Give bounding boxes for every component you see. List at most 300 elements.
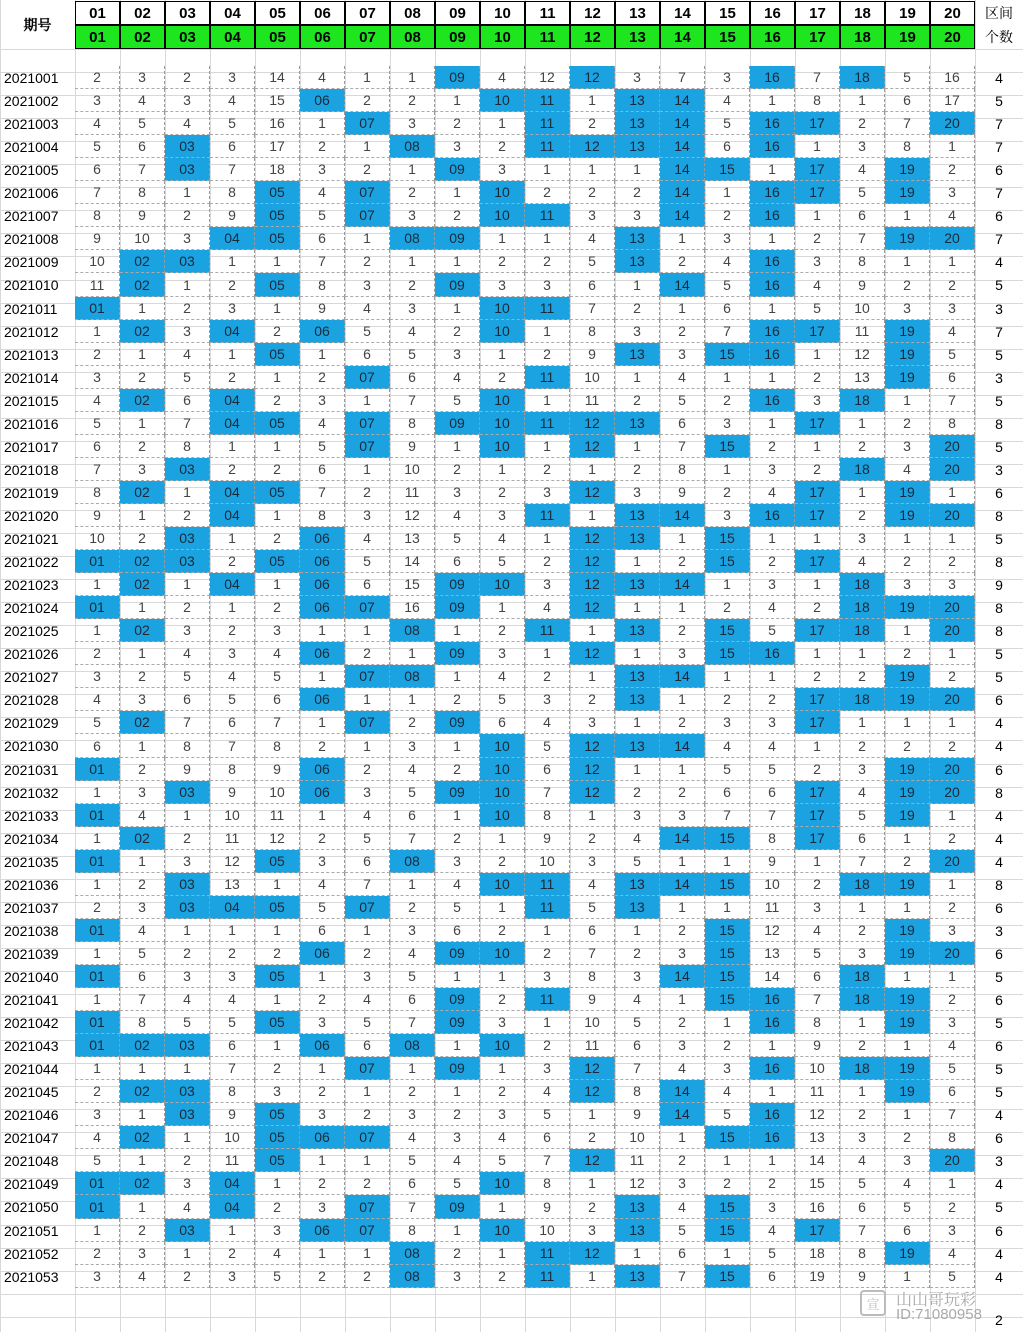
miss-cell: 1 xyxy=(750,665,795,688)
period-header: 期号 xyxy=(23,17,52,33)
hit-cell: 09 xyxy=(435,227,480,250)
miss-cell: 2 xyxy=(885,273,930,297)
miss-cell: 2 xyxy=(750,550,795,573)
miss-cell: 1 xyxy=(705,573,750,596)
miss-cell: 4 xyxy=(525,1080,570,1103)
hit-cell: 10 xyxy=(480,204,525,227)
miss-cell: 7 xyxy=(660,1265,705,1288)
miss-cell: 1 xyxy=(795,527,840,550)
hit-cell: 05 xyxy=(255,1011,300,1034)
number-header-green: 02 xyxy=(120,25,165,49)
hit-cell: 05 xyxy=(255,273,300,297)
miss-cell: 1 xyxy=(930,481,975,504)
period-cell: 2021021 xyxy=(4,530,59,547)
miss-cell: 1 xyxy=(660,596,705,619)
hit-cell: 06 xyxy=(300,596,345,619)
miss-cell: 2 xyxy=(165,1265,210,1288)
miss-cell: 1 xyxy=(165,273,210,297)
miss-cell: 7 xyxy=(570,942,615,965)
hit-cell: 10 xyxy=(480,758,525,781)
miss-cell: 1 xyxy=(615,158,660,181)
miss-cell: 1 xyxy=(705,181,750,204)
miss-cell: 7 xyxy=(345,873,390,896)
hit-cell: 07 xyxy=(345,1219,390,1242)
hit-cell: 12 xyxy=(570,642,615,665)
miss-cell: 11 xyxy=(750,896,795,919)
hit-cell: 04 xyxy=(210,227,255,250)
number-header: 15 xyxy=(705,1,750,25)
miss-cell: 1 xyxy=(255,435,300,458)
miss-cell: 4 xyxy=(480,1126,525,1149)
miss-cell: 1 xyxy=(120,1195,165,1219)
hit-cell: 10 xyxy=(480,181,525,204)
miss-cell: 2 xyxy=(615,458,660,481)
count-cell: 6 xyxy=(995,207,1003,224)
miss-cell: 5 xyxy=(75,1149,120,1172)
miss-cell: 1 xyxy=(840,481,885,504)
miss-cell: 1 xyxy=(930,711,975,734)
hit-cell: 17 xyxy=(795,781,840,804)
period-cell: 2021040 xyxy=(4,968,59,985)
count-cell: 6 xyxy=(995,1129,1003,1146)
hit-cell: 03 xyxy=(165,158,210,181)
miss-cell: 5 xyxy=(795,297,840,320)
miss-cell: 1 xyxy=(660,988,705,1011)
hit-cell: 15 xyxy=(705,550,750,573)
miss-cell: 4 xyxy=(210,89,255,112)
miss-cell: 3 xyxy=(345,781,390,804)
miss-cell: 3 xyxy=(480,273,525,297)
miss-cell: 6 xyxy=(300,919,345,942)
miss-cell: 4 xyxy=(120,804,165,827)
miss-cell: 1 xyxy=(300,1057,345,1080)
miss-cell: 1 xyxy=(930,965,975,988)
hit-cell: 18 xyxy=(840,873,885,896)
hit-cell: 20 xyxy=(930,227,975,250)
hit-cell: 15 xyxy=(705,1219,750,1242)
hit-cell: 14 xyxy=(660,112,705,135)
miss-cell: 1 xyxy=(345,1242,390,1265)
miss-cell: 1 xyxy=(165,919,210,942)
miss-cell: 1 xyxy=(345,688,390,711)
count-cell: 9 xyxy=(995,576,1003,593)
hit-cell: 03 xyxy=(165,527,210,550)
miss-cell: 1 xyxy=(480,596,525,619)
number-header: 05 xyxy=(255,1,300,25)
miss-cell: 4 xyxy=(705,734,750,758)
hit-cell: 03 xyxy=(165,1080,210,1103)
miss-cell: 6 xyxy=(345,850,390,873)
miss-cell: 4 xyxy=(930,320,975,343)
miss-cell: 1 xyxy=(570,1103,615,1126)
miss-cell: 3 xyxy=(885,573,930,596)
hit-cell: 12 xyxy=(570,66,615,89)
period-cell: 2021012 xyxy=(4,323,59,340)
hit-cell: 09 xyxy=(435,1195,480,1219)
miss-cell: 1 xyxy=(435,734,480,758)
miss-cell: 6 xyxy=(165,389,210,412)
miss-cell: 1 xyxy=(615,1242,660,1265)
hit-cell: 10 xyxy=(480,734,525,758)
miss-cell: 4 xyxy=(300,873,345,896)
miss-cell: 17 xyxy=(930,89,975,112)
miss-cell: 1 xyxy=(840,412,885,435)
miss-cell: 2 xyxy=(660,711,705,734)
miss-cell: 2 xyxy=(840,435,885,458)
miss-cell: 3 xyxy=(525,573,570,596)
miss-cell: 2 xyxy=(480,850,525,873)
hit-cell: 10 xyxy=(480,1172,525,1195)
miss-cell: 6 xyxy=(210,711,255,734)
miss-cell: 1 xyxy=(120,1057,165,1080)
miss-cell: 1 xyxy=(75,988,120,1011)
count-cell: 6 xyxy=(995,1222,1003,1239)
hit-cell: 02 xyxy=(120,1172,165,1195)
miss-cell: 1 xyxy=(750,1149,795,1172)
miss-cell: 4 xyxy=(390,942,435,965)
miss-cell: 6 xyxy=(75,734,120,758)
count-cell: 5 xyxy=(995,1083,1003,1100)
miss-cell: 2 xyxy=(570,1195,615,1219)
hit-cell: 04 xyxy=(210,389,255,412)
miss-cell: 1 xyxy=(840,711,885,734)
hit-cell: 18 xyxy=(840,389,885,412)
hit-cell: 14 xyxy=(660,873,705,896)
hit-cell: 16 xyxy=(750,343,795,366)
miss-cell: 6 xyxy=(705,781,750,804)
miss-cell: 2 xyxy=(525,458,570,481)
miss-cell: 8 xyxy=(525,1172,570,1195)
hit-cell: 14 xyxy=(660,158,705,181)
hit-cell: 16 xyxy=(750,1126,795,1149)
miss-cell: 6 xyxy=(525,1126,570,1149)
hit-cell: 08 xyxy=(390,850,435,873)
count-cell: 6 xyxy=(995,1037,1003,1054)
miss-cell: 3 xyxy=(210,965,255,988)
miss-cell: 3 xyxy=(75,1265,120,1288)
miss-cell: 3 xyxy=(480,504,525,527)
miss-cell: 1 xyxy=(120,734,165,758)
miss-cell: 2 xyxy=(255,1057,300,1080)
miss-cell: 3 xyxy=(660,804,705,827)
miss-cell: 1 xyxy=(435,619,480,642)
corner-value: 2 xyxy=(995,1312,1003,1328)
period-cell: 2021048 xyxy=(4,1152,59,1169)
miss-cell: 6 xyxy=(255,688,300,711)
hit-cell: 09 xyxy=(435,573,480,596)
miss-cell: 2 xyxy=(840,1034,885,1057)
hit-cell: 12 xyxy=(570,412,615,435)
miss-cell: 2 xyxy=(390,1080,435,1103)
miss-cell: 3 xyxy=(750,573,795,596)
hit-cell: 09 xyxy=(435,273,480,297)
miss-cell: 2 xyxy=(165,66,210,89)
miss-cell: 8 xyxy=(390,1219,435,1242)
period-cell: 2021044 xyxy=(4,1060,59,1077)
miss-cell: 1 xyxy=(795,435,840,458)
hit-cell: 17 xyxy=(795,550,840,573)
hit-cell: 07 xyxy=(345,596,390,619)
miss-cell: 5 xyxy=(705,1103,750,1126)
miss-cell: 6 xyxy=(840,1195,885,1219)
miss-cell: 2 xyxy=(660,919,705,942)
hit-cell: 12 xyxy=(570,135,615,158)
hit-cell: 17 xyxy=(795,412,840,435)
hit-cell: 11 xyxy=(525,619,570,642)
miss-cell: 1 xyxy=(210,250,255,273)
miss-cell: 1 xyxy=(165,1057,210,1080)
miss-cell: 5 xyxy=(480,1149,525,1172)
miss-cell: 1 xyxy=(435,1219,480,1242)
number-header-green: 17 xyxy=(795,25,840,49)
miss-cell: 1 xyxy=(615,550,660,573)
miss-cell: 1 xyxy=(885,965,930,988)
miss-cell: 5 xyxy=(75,135,120,158)
miss-cell: 3 xyxy=(660,642,705,665)
miss-cell: 2 xyxy=(930,665,975,688)
hit-cell: 02 xyxy=(120,389,165,412)
miss-cell: 3 xyxy=(120,458,165,481)
hit-cell: 07 xyxy=(345,366,390,389)
hit-cell: 15 xyxy=(705,988,750,1011)
miss-cell: 6 xyxy=(300,227,345,250)
miss-cell: 1 xyxy=(885,619,930,642)
miss-cell: 1 xyxy=(75,573,120,596)
miss-cell: 1 xyxy=(885,527,930,550)
miss-cell: 2 xyxy=(525,942,570,965)
miss-cell: 9 xyxy=(300,297,345,320)
miss-cell: 10 xyxy=(615,1126,660,1149)
hit-cell: 04 xyxy=(210,412,255,435)
hit-cell: 09 xyxy=(435,988,480,1011)
miss-cell: 6 xyxy=(570,919,615,942)
miss-cell: 1 xyxy=(480,896,525,919)
hit-cell: 15 xyxy=(705,642,750,665)
miss-cell: 1 xyxy=(255,919,300,942)
period-cell: 2021042 xyxy=(4,1014,59,1031)
miss-cell: 2 xyxy=(570,827,615,850)
hit-cell: 03 xyxy=(165,1219,210,1242)
hit-cell: 15 xyxy=(705,919,750,942)
miss-cell: 1 xyxy=(750,158,795,181)
hit-cell: 13 xyxy=(615,412,660,435)
hit-cell: 11 xyxy=(525,504,570,527)
hit-cell: 01 xyxy=(75,596,120,619)
hit-cell: 20 xyxy=(930,758,975,781)
miss-cell: 8 xyxy=(300,273,345,297)
miss-cell: 5 xyxy=(300,896,345,919)
hit-cell: 17 xyxy=(795,320,840,343)
miss-cell: 5 xyxy=(750,619,795,642)
hit-cell: 01 xyxy=(75,919,120,942)
miss-cell: 5 xyxy=(885,66,930,89)
hit-cell: 19 xyxy=(885,873,930,896)
period-cell: 2021038 xyxy=(4,922,59,939)
period-cell: 2021030 xyxy=(4,738,59,754)
miss-cell: 2 xyxy=(300,734,345,758)
period-cell: 2021036 xyxy=(4,876,59,893)
hit-cell: 20 xyxy=(930,458,975,481)
hit-cell: 16 xyxy=(750,273,795,297)
miss-cell: 4 xyxy=(345,527,390,550)
miss-cell: 1 xyxy=(750,227,795,250)
miss-cell: 2 xyxy=(660,1011,705,1034)
miss-cell: 8 xyxy=(930,1126,975,1149)
hit-cell: 17 xyxy=(795,827,840,850)
hit-cell: 07 xyxy=(345,204,390,227)
miss-cell: 2 xyxy=(75,642,120,665)
miss-cell: 3 xyxy=(480,642,525,665)
miss-cell: 2 xyxy=(615,781,660,804)
miss-cell: 5 xyxy=(435,896,480,919)
hit-cell: 19 xyxy=(885,781,930,804)
miss-cell: 3 xyxy=(705,1057,750,1080)
hit-cell: 13 xyxy=(615,1195,660,1219)
miss-cell: 2 xyxy=(930,1195,975,1219)
hit-cell: 15 xyxy=(705,619,750,642)
hit-cell: 16 xyxy=(750,320,795,343)
hit-cell: 09 xyxy=(435,1057,480,1080)
miss-cell: 1 xyxy=(525,227,570,250)
miss-cell: 3 xyxy=(255,1080,300,1103)
hit-cell: 15 xyxy=(705,1195,750,1219)
miss-cell: 3 xyxy=(525,965,570,988)
miss-cell: 5 xyxy=(750,758,795,781)
miss-cell: 5 xyxy=(210,1011,255,1034)
miss-cell: 5 xyxy=(390,965,435,988)
miss-cell: 2 xyxy=(75,343,120,366)
miss-cell: 1 xyxy=(165,804,210,827)
miss-cell: 2 xyxy=(300,366,345,389)
miss-cell: 2 xyxy=(435,320,480,343)
miss-cell: 2 xyxy=(255,527,300,550)
miss-cell: 2 xyxy=(345,1265,390,1288)
miss-cell: 13 xyxy=(750,942,795,965)
period-cell: 2021039 xyxy=(4,945,59,962)
miss-cell: 3 xyxy=(210,66,255,89)
miss-cell: 2 xyxy=(75,66,120,89)
hit-cell: 07 xyxy=(345,112,390,135)
miss-cell: 2 xyxy=(255,320,300,343)
miss-cell: 1 xyxy=(390,158,435,181)
hit-cell: 07 xyxy=(345,181,390,204)
miss-cell: 4 xyxy=(165,642,210,665)
miss-cell: 2 xyxy=(165,596,210,619)
miss-cell: 1 xyxy=(930,1172,975,1195)
miss-cell: 2 xyxy=(210,550,255,573)
hit-cell: 18 xyxy=(840,688,885,711)
number-header-green: 20 xyxy=(930,25,975,49)
miss-cell: 2 xyxy=(345,89,390,112)
miss-cell: 2 xyxy=(345,1103,390,1126)
hit-cell: 18 xyxy=(840,458,885,481)
miss-cell: 16 xyxy=(930,66,975,89)
miss-cell: 2 xyxy=(570,112,615,135)
miss-cell: 14 xyxy=(750,965,795,988)
miss-cell: 3 xyxy=(390,112,435,135)
hit-cell: 18 xyxy=(840,596,885,619)
miss-cell: 3 xyxy=(885,297,930,320)
miss-cell: 4 xyxy=(435,873,480,896)
hit-cell: 13 xyxy=(615,527,660,550)
miss-cell: 3 xyxy=(930,573,975,596)
hit-cell: 05 xyxy=(255,1103,300,1126)
number-header-green: 13 xyxy=(615,25,660,49)
miss-cell: 1 xyxy=(930,250,975,273)
hit-cell: 16 xyxy=(750,204,795,227)
hit-cell: 10 xyxy=(480,1219,525,1242)
miss-cell: 8 xyxy=(75,481,120,504)
hit-cell: 16 xyxy=(750,135,795,158)
miss-cell: 6 xyxy=(660,412,705,435)
hit-cell: 14 xyxy=(660,665,705,688)
count-cell: 4 xyxy=(995,1106,1003,1123)
miss-cell: 2 xyxy=(570,181,615,204)
hit-cell: 15 xyxy=(705,827,750,850)
hit-cell: 16 xyxy=(750,112,795,135)
hit-cell: 01 xyxy=(75,758,120,781)
miss-cell: 2 xyxy=(120,1219,165,1242)
miss-cell: 2 xyxy=(300,827,345,850)
period-cell: 2021027 xyxy=(4,668,59,685)
miss-cell: 2 xyxy=(930,550,975,573)
hit-cell: 03 xyxy=(165,873,210,896)
miss-cell: 3 xyxy=(300,850,345,873)
count-cell: 5 xyxy=(995,668,1003,685)
miss-cell: 5 xyxy=(120,112,165,135)
period-cell: 2021015 xyxy=(4,392,59,409)
miss-cell: 4 xyxy=(840,1149,885,1172)
miss-cell: 4 xyxy=(75,1126,120,1149)
hit-cell: 10 xyxy=(480,873,525,896)
miss-cell: 3 xyxy=(390,204,435,227)
miss-cell: 3 xyxy=(525,688,570,711)
miss-cell: 1 xyxy=(480,1195,525,1219)
miss-cell: 4 xyxy=(570,873,615,896)
miss-cell: 3 xyxy=(705,227,750,250)
miss-cell: 1 xyxy=(750,297,795,320)
miss-cell: 2 xyxy=(480,366,525,389)
hit-cell: 08 xyxy=(390,665,435,688)
period-cell: 2021046 xyxy=(4,1106,59,1123)
miss-cell: 1 xyxy=(345,227,390,250)
hit-cell: 10 xyxy=(480,412,525,435)
miss-cell: 2 xyxy=(210,366,255,389)
miss-cell: 3 xyxy=(435,1265,480,1288)
miss-cell: 1 xyxy=(75,1057,120,1080)
miss-cell: 5 xyxy=(210,688,255,711)
miss-cell: 9 xyxy=(570,988,615,1011)
miss-cell: 3 xyxy=(615,965,660,988)
miss-cell: 3 xyxy=(300,389,345,412)
miss-cell: 3 xyxy=(120,1242,165,1265)
hit-cell: 01 xyxy=(75,965,120,988)
miss-cell: 1 xyxy=(390,66,435,89)
miss-cell: 1 xyxy=(885,827,930,850)
miss-cell: 7 xyxy=(570,297,615,320)
miss-cell: 3 xyxy=(480,1011,525,1034)
hit-cell: 18 xyxy=(840,66,885,89)
miss-cell: 1 xyxy=(615,366,660,389)
hit-cell: 06 xyxy=(300,573,345,596)
miss-cell: 1 xyxy=(525,320,570,343)
miss-cell: 3 xyxy=(660,1034,705,1057)
hit-cell: 19 xyxy=(885,942,930,965)
miss-cell: 4 xyxy=(165,343,210,366)
miss-cell: 2 xyxy=(750,1172,795,1195)
hit-cell: 03 xyxy=(165,781,210,804)
miss-cell: 1 xyxy=(885,1034,930,1057)
